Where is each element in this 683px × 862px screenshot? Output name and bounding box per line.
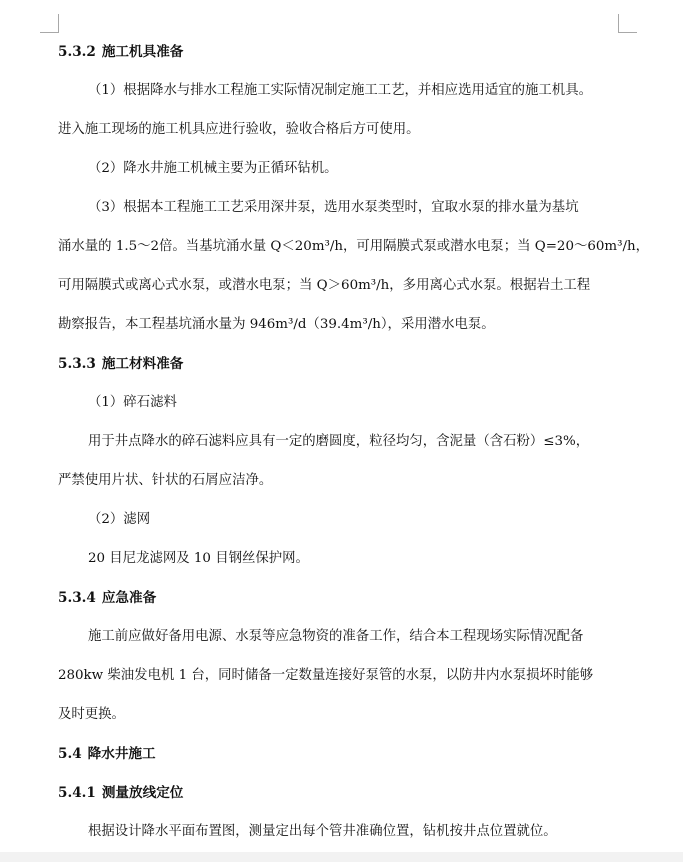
section-title: 施工材料准备 [101, 356, 184, 372]
paragraph: （2）降水井施工机械主要为正循环钻机。 [88, 161, 338, 176]
section-number: 5.3.3 [58, 356, 96, 372]
crop-mark-top-right [618, 14, 637, 33]
heading-5-3-2 [58, 42, 183, 62]
section-title: 应急准备 [101, 590, 157, 606]
paragraph: 根据设计降水平面布置图，测量定出每个管井准确位置，钻机按井点位置就位。 [88, 824, 557, 839]
paragraph: （1）根据降水与排水工程施工实际情况制定施工工艺，并相应选用适宜的施工机具。 [88, 83, 592, 98]
paragraph: 用于井点降水的碎石滤料应具有一定的磨圆度，粒径均匀，含泥量（含石粉）≤3%， [88, 434, 590, 449]
paragraph-continuation: 涌水量的 1.5～2倍。当基坑涌水量 Q＜20m³/h，可用隔膜式泵或潜水电泵；当 Q=20～60m³/h， [58, 239, 649, 254]
crop-mark-top-left [40, 14, 59, 33]
paragraph-continuation: 严禁使用片状、针状的石屑应洁净。 [58, 473, 273, 488]
heading-5-3-4 [58, 588, 156, 608]
section-title: 测量放线定位 [101, 785, 184, 801]
heading-5-4 [58, 744, 156, 764]
paragraph: （3）根据本工程施工工艺采用深井泵，选用水泵类型时，宜取水泵的排水量为基坑 [88, 200, 579, 215]
list-item: （2）滤网 [88, 512, 151, 527]
section-number: 5.4 [58, 746, 82, 762]
page-bottom-edge [0, 852, 683, 862]
paragraph: 施工前应做好备用电源、水泵等应急物资的准备工作，结合本工程现场实际情况配备 [88, 629, 584, 644]
heading-5-4-1 [58, 783, 183, 803]
paragraph-continuation: 及时更换。 [58, 707, 125, 722]
section-title: 降水井施工 [87, 746, 156, 762]
paragraph-continuation: 280kw 柴油发电机 1 台，同时储备一定数量连接好泵管的水泵，以防井内水泵损坏时能够 [58, 668, 594, 683]
paragraph-continuation: 进入施工现场的施工机具应进行验收，验收合格后方可使用。 [58, 122, 420, 137]
paragraph-continuation: 勘察报告，本工程基坑涌水量为 946m³/d（39.4m³/h），采用潜水电泵。 [58, 317, 495, 332]
section-number: 5.4.1 [58, 785, 96, 801]
paragraph-continuation: 可用隔膜式或离心式水泵，或潜水电泵；当 Q＞60m³/h，多用离心式水泵。根据岩土工程 [58, 278, 591, 293]
paragraph: 20 目尼龙滤网及 10 目钢丝保护网。 [88, 551, 309, 566]
section-number: 5.3.4 [58, 590, 96, 606]
section-title: 施工机具准备 [101, 44, 184, 60]
list-item: （1）碎石滤料 [88, 395, 177, 410]
section-number: 5.3.2 [58, 44, 96, 60]
heading-5-3-3 [58, 354, 183, 374]
